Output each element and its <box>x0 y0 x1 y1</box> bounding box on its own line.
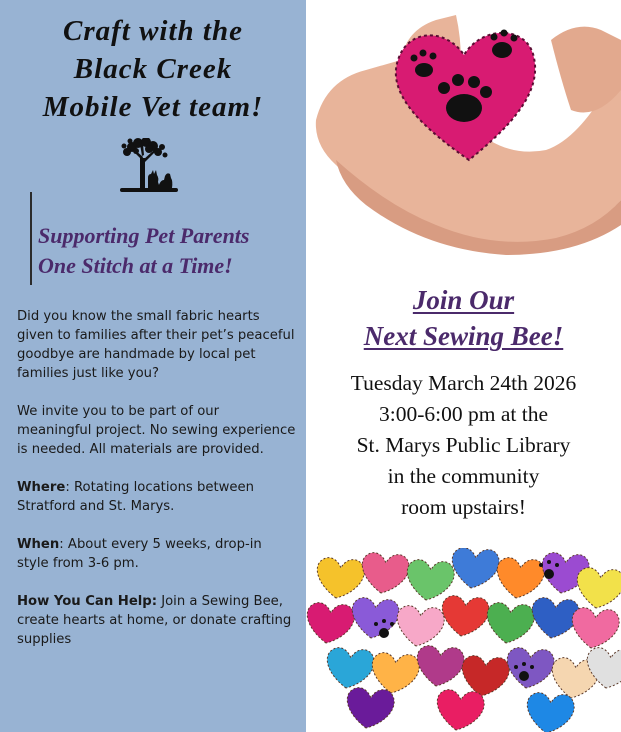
event-details <box>306 368 621 523</box>
tagline-line: Supporting Pet Parents <box>38 223 250 248</box>
where-paragraph <box>17 478 297 516</box>
invite-paragraph: We invite you to be part of our meaningful project. No sewing experience is needed. All materials are provided. <box>17 404 296 457</box>
join-line: Next Sewing Bee! <box>363 321 564 351</box>
right-panel <box>306 0 621 732</box>
title-line: Mobile Vet team! <box>42 91 264 123</box>
left-panel <box>0 0 306 732</box>
tree-with-cat-and-dog-icon <box>118 138 180 196</box>
help-text: Join a Sewing Bee, create hearts at home, or donate crafting supplies <box>17 594 292 647</box>
title-line: Black Creek <box>73 53 233 85</box>
event-line: in the community <box>387 464 540 488</box>
felt-hearts-photo <box>306 548 621 732</box>
where-label: Where <box>17 480 66 495</box>
tagline-line: One Stitch at a Time! <box>38 253 233 278</box>
join-heading <box>306 282 621 354</box>
when-paragraph <box>17 535 297 573</box>
title-line: Craft with the <box>63 15 243 47</box>
where-text: : Rotating locations between Stratford and St. Marys. <box>17 480 255 514</box>
quote-bar <box>30 192 32 285</box>
help-paragraph <box>17 592 297 649</box>
hands-holding-heart-photo <box>306 0 621 260</box>
help-label: How You Can Help: <box>17 594 158 609</box>
when-text: : About every 5 weeks, drop-in style from 3-6 pm. <box>17 537 262 571</box>
join-line: Join Our <box>412 285 515 315</box>
intro-paragraph: Did you know the small fabric hearts given to families after their pet’s peaceful goodbye are handmade by local pet families just like you? <box>17 309 295 381</box>
event-line: room upstairs! <box>401 495 526 519</box>
body-text <box>17 307 297 668</box>
page-title <box>0 12 306 126</box>
event-line: 3:00-6:00 pm at the <box>379 402 548 426</box>
when-label: When <box>17 537 60 552</box>
tagline <box>38 221 306 281</box>
event-line: St. Marys Public Library <box>356 433 571 457</box>
event-line: Tuesday March 24th 2026 <box>350 371 577 395</box>
